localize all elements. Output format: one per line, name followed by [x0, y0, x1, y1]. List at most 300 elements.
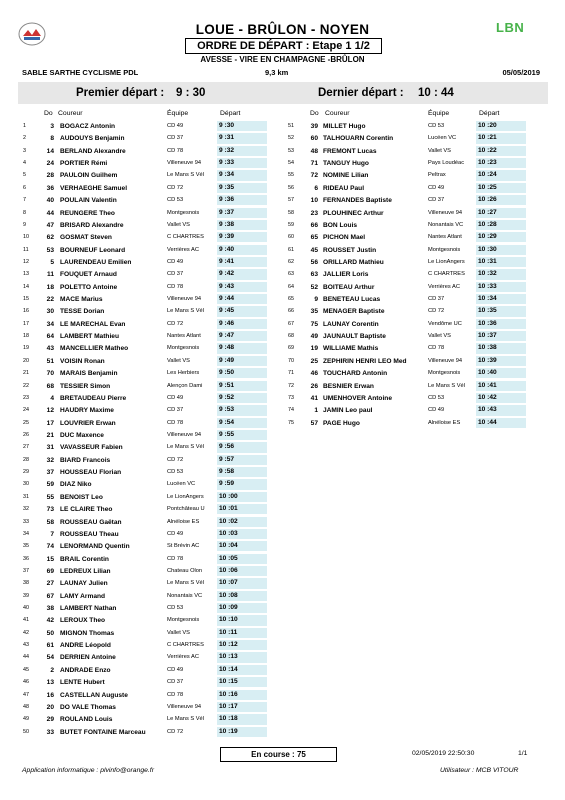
row-team: Le Mans S Vél: [167, 716, 204, 723]
row-start-time: 10 :24: [476, 170, 526, 180]
table-row: [283, 393, 548, 404]
row-start-time: 10 :07: [217, 578, 267, 588]
row-team: CD 49: [167, 394, 184, 401]
row-start-time: 10 :38: [476, 343, 526, 353]
row-start-time: 10 :03: [217, 529, 267, 539]
table-row: [283, 294, 548, 305]
row-bib: 9: [314, 296, 318, 304]
row-start-time: 9 :54: [217, 418, 267, 428]
table-row: [18, 245, 273, 256]
row-start-time: 10 :14: [217, 665, 267, 675]
row-rider: POULAIN Valentin: [60, 197, 117, 205]
row-team: CD 53: [428, 123, 445, 129]
table-row: [18, 195, 273, 206]
row-start-time: 10 :20: [476, 121, 526, 131]
row-team: CD 72: [167, 728, 184, 735]
col-team: Équipe: [167, 110, 189, 117]
col-start: Départ: [479, 110, 500, 117]
row-rider: FOUQUET Arnaud: [60, 271, 117, 279]
row-team: CD 72: [428, 308, 445, 315]
row-team: Montgesnois: [167, 345, 200, 352]
row-bib: 23: [310, 209, 318, 217]
row-start-time: 10 :28: [476, 220, 526, 230]
table-row: [283, 319, 548, 330]
table-row: [18, 183, 273, 194]
row-bib: 12: [46, 407, 54, 415]
row-start-time: 10 :02: [217, 517, 267, 527]
row-rider: MIGNON Thomas: [60, 629, 115, 637]
row-team: Villeneuve 94: [428, 357, 463, 364]
row-position: 43: [23, 642, 29, 649]
row-bib: 67: [46, 592, 54, 600]
row-start-time: 10 :05: [217, 554, 267, 564]
table-row: [283, 170, 548, 181]
row-team: Alnéloise ES: [428, 419, 461, 426]
table-row: [18, 121, 273, 132]
row-position: 5: [23, 172, 26, 179]
row-rider: ROULAND Louis: [60, 716, 113, 724]
row-position: 15: [23, 296, 29, 303]
row-position: 23: [23, 394, 29, 401]
row-rider: PLOUHINEC Arthur: [323, 209, 384, 217]
row-team: Villeneuve 94: [167, 703, 202, 710]
row-rider: BON Louis: [323, 221, 358, 229]
row-position: 65: [288, 296, 294, 303]
row-position: 2: [23, 135, 26, 142]
row-team: Vallet VS: [167, 221, 190, 228]
table-row: [283, 306, 548, 317]
row-rider: TANGUY Hugo: [323, 160, 369, 168]
row-start-time: 10 :43: [476, 405, 526, 415]
row-start-time: 10 :01: [217, 504, 267, 514]
table-row: [18, 133, 273, 144]
table-row: [18, 282, 273, 293]
row-position: 72: [288, 382, 294, 389]
row-team: Vallet VS: [167, 357, 190, 364]
row-rider: ANDRE Léopold: [60, 642, 111, 650]
row-start-time: 9 :31: [217, 133, 267, 143]
table-row: [283, 208, 548, 219]
row-rider: BRETAUDEAU Pierre: [60, 394, 127, 402]
row-rider: BENOIST Leo: [60, 493, 103, 501]
row-rider: DO VALE Thomas: [60, 703, 116, 711]
table-row: [18, 158, 273, 169]
row-start-time: 9 :51: [217, 381, 267, 391]
row-start-time: 9 :55: [217, 430, 267, 440]
page-number: 1/1: [518, 750, 528, 757]
row-team: Villeneuve 94: [167, 432, 202, 438]
table-row: [18, 368, 273, 379]
row-rider: CASTELLAN Auguste: [60, 691, 128, 699]
row-team: CD 49: [428, 407, 445, 414]
row-start-time: 9 :46: [217, 319, 267, 329]
row-position: 36: [23, 555, 29, 562]
row-bib: 27: [46, 580, 54, 588]
row-start-time: 10 :06: [217, 566, 267, 576]
row-bib: 73: [46, 506, 54, 514]
row-start-time: 9 :39: [217, 232, 267, 242]
row-rider: TESSIER Simon: [60, 382, 111, 390]
row-rider: BESNIER Erwan: [323, 382, 374, 390]
row-team: Vallet VS: [428, 147, 451, 154]
table-row: [18, 714, 273, 725]
row-position: 61: [288, 246, 294, 253]
row-start-time: 10 :33: [476, 282, 526, 292]
row-rider: DERRIEN Antoine: [60, 654, 116, 662]
row-rider: POLETTO Antoine: [60, 283, 118, 291]
start-times-band: [18, 82, 548, 104]
row-bib: 59: [46, 481, 54, 489]
table-row: [283, 356, 548, 367]
row-rider: ROUSSET Justin: [323, 246, 377, 254]
table-row: [283, 257, 548, 268]
row-rider: PICHON Mael: [323, 234, 366, 242]
row-position: 21: [23, 370, 29, 377]
route-label: AVESSE - VIRE EN CHAMPAGNE -BRÛLON: [200, 55, 365, 64]
row-team: Alençon Dami: [167, 382, 203, 389]
row-position: 58: [288, 209, 294, 216]
row-position: 24: [23, 407, 29, 414]
row-position: 63: [288, 271, 294, 278]
row-start-time: 9 :58: [217, 467, 267, 477]
row-bib: 56: [310, 258, 318, 266]
row-position: 32: [23, 506, 29, 513]
row-bib: 31: [46, 444, 54, 452]
table-row: [18, 208, 273, 219]
table-row: [283, 220, 548, 231]
row-rider: ORILLARD Mathieu: [323, 258, 384, 266]
table-row: [283, 158, 548, 169]
row-bib: 68: [46, 382, 54, 390]
row-start-time: 10 :12: [217, 640, 267, 650]
row-rider: MACE Marius: [60, 296, 103, 304]
row-start-time: 10 :35: [476, 306, 526, 316]
row-team: CD 37: [167, 135, 184, 142]
row-start-time: 10 :13: [217, 652, 267, 662]
row-bib: 63: [310, 271, 318, 279]
row-bib: 64: [46, 333, 54, 341]
row-position: 13: [23, 271, 29, 278]
row-team: Montgesnois: [167, 209, 200, 216]
row-position: 18: [23, 333, 29, 340]
row-team: Montgesnois: [428, 370, 461, 377]
row-position: 55: [288, 172, 294, 179]
row-rider: NOMINE Lilian: [323, 172, 369, 180]
row-team: CD 72: [167, 456, 184, 463]
row-position: 70: [288, 357, 294, 364]
row-bib: 18: [46, 283, 54, 291]
row-start-time: 10 :37: [476, 331, 526, 341]
row-start-time: 10 :39: [476, 356, 526, 366]
row-rider: LAMBERT Nathan: [60, 605, 117, 613]
row-rider: ROUSSEAU Theau: [60, 530, 119, 538]
row-position: 35: [23, 543, 29, 550]
col-do: Do: [44, 110, 53, 117]
table-row: [18, 356, 273, 367]
row-position: 25: [23, 419, 29, 426]
row-bib: 43: [46, 345, 54, 353]
row-bib: 21: [46, 432, 54, 439]
print-timestamp: 02/05/2019 22:50:30: [412, 750, 475, 757]
table-row: [18, 640, 273, 651]
table-row: [18, 504, 273, 515]
row-start-time: 10 :29: [476, 232, 526, 242]
table-row: [18, 331, 273, 342]
row-position: 73: [288, 394, 294, 401]
row-position: 12: [23, 258, 29, 265]
row-position: 59: [288, 221, 294, 228]
row-rider: BUTET FONTAINE Marceau: [60, 728, 146, 736]
row-rider: RIDEAU Paul: [323, 184, 365, 192]
row-bib: 29: [46, 716, 54, 724]
table-row: [18, 442, 273, 453]
col-team: Équipe: [428, 110, 450, 117]
row-rider: MANCELLIER Matheo: [60, 345, 129, 353]
row-start-time: 9 :52: [217, 393, 267, 403]
table-row: [283, 418, 548, 429]
row-start-time: 10 :41: [476, 381, 526, 391]
row-position: 8: [23, 209, 26, 216]
row-team: Montgesnois: [428, 246, 461, 253]
row-team: CD 49: [167, 123, 184, 129]
row-rider: BIARD Francois: [60, 456, 111, 464]
row-rider: HAUDRY Maxime: [60, 407, 114, 415]
row-rider: PAULOIN Guilhem: [60, 172, 118, 180]
row-bib: 4: [50, 394, 54, 402]
row-team: CD 37: [167, 679, 184, 686]
row-start-time: 10 :22: [476, 146, 526, 156]
row-position: 44: [23, 654, 29, 661]
table-row: [18, 727, 273, 738]
row-rider: ANDRADE Enzo: [60, 666, 111, 674]
row-position: 30: [23, 481, 29, 488]
row-position: 4: [23, 160, 26, 167]
row-rider: BOURNEUF Leonard: [60, 246, 126, 254]
row-position: 60: [288, 234, 294, 241]
row-bib: 52: [310, 283, 318, 291]
row-start-time: 9 :40: [217, 245, 267, 255]
row-position: 50: [23, 728, 29, 735]
row-bib: 37: [46, 469, 54, 477]
row-position: 46: [23, 679, 29, 686]
row-bib: 36: [46, 184, 54, 192]
row-bib: 3: [50, 123, 54, 130]
row-position: 37: [23, 567, 29, 574]
row-bib: 53: [46, 246, 54, 254]
row-start-time: 9 :47: [217, 331, 267, 341]
row-bib: 14: [46, 147, 54, 155]
race-title: LOUE - BRÛLON - NOYEN: [195, 22, 370, 37]
row-rider: HOUSSEAU Florian: [60, 469, 122, 477]
row-bib: 49: [310, 333, 318, 341]
row-rider: AUDOUYS Benjamin: [60, 135, 125, 143]
table-row: [18, 615, 273, 626]
row-team: Chateau Olon: [167, 567, 203, 574]
row-position: 41: [23, 617, 29, 624]
last-start-label: Dernier départ :: [318, 87, 404, 99]
row-team: CD 72: [167, 320, 184, 327]
row-team: Alnéloise ES: [167, 518, 200, 525]
row-start-time: 9 :45: [217, 306, 267, 316]
first-start-label: Premier départ :: [76, 87, 165, 99]
row-position: 42: [23, 629, 29, 636]
row-position: 34: [23, 530, 29, 537]
row-team: CD 78: [167, 147, 184, 154]
row-rider: UMENHOVER Antoine: [323, 394, 392, 402]
row-rider: BERLAND Alexandre: [60, 147, 126, 155]
row-bib: 25: [310, 357, 318, 365]
row-position: 17: [23, 320, 29, 327]
row-team: Montgesnois: [167, 617, 200, 624]
row-start-time: 10 :09: [217, 603, 267, 613]
row-position: 39: [23, 592, 29, 599]
row-team: CD 53: [167, 469, 184, 476]
row-rider: TESSE Dorian: [60, 308, 105, 316]
row-start-time: 9 :32: [217, 146, 267, 156]
row-bib: 71: [310, 160, 318, 168]
row-bib: 10: [310, 197, 318, 205]
row-bib: 70: [46, 370, 54, 378]
row-bib: 32: [46, 456, 54, 464]
row-start-time: 10 :36: [476, 319, 526, 329]
row-bib: 41: [310, 394, 318, 402]
row-rider: BOGACZ Antonin: [60, 123, 116, 130]
row-position: 53: [288, 147, 294, 154]
row-bib: 44: [46, 209, 54, 217]
row-bib: 33: [46, 728, 54, 736]
table-row: [18, 455, 273, 466]
row-start-time: 9 :56: [217, 442, 267, 452]
table-row: [18, 529, 273, 540]
row-start-time: 10 :04: [217, 541, 267, 551]
row-rider: BRAIL Corentin: [60, 555, 109, 563]
table-row: [18, 517, 273, 528]
row-rider: BRISARD Alexandre: [60, 221, 124, 229]
row-rider: MENAGER Baptiste: [323, 308, 385, 316]
table-row: [18, 665, 273, 676]
row-bib: 58: [46, 518, 54, 526]
row-position: 10: [23, 234, 29, 241]
row-team: CD 49: [167, 666, 184, 673]
row-position: 31: [23, 493, 29, 500]
table-row: [283, 146, 548, 157]
row-start-time: 9 :48: [217, 343, 267, 353]
table-row: [283, 331, 548, 342]
lbn-logo: LBN: [496, 20, 525, 35]
distance-label: 9,3 km: [265, 68, 289, 77]
row-rider: VOISIN Ronan: [60, 357, 105, 365]
row-rider: GOSMAT Steven: [60, 234, 112, 242]
row-start-time: 9 :42: [217, 269, 267, 279]
row-position: 71: [288, 370, 294, 377]
row-bib: 39: [310, 123, 318, 130]
row-team: CD 37: [167, 271, 184, 278]
row-team: Vallet VS: [167, 629, 190, 636]
row-rider: JAUNAULT Baptiste: [323, 333, 386, 341]
row-start-time: 9 :36: [217, 195, 267, 205]
row-bib: 35: [310, 308, 318, 316]
row-start-time: 10 :26: [476, 195, 526, 205]
table-row: [18, 628, 273, 639]
riders-in-race: En course : 75: [220, 747, 337, 762]
row-team: Le Mans S Vél: [167, 172, 204, 179]
table-row: [283, 282, 548, 293]
table-row: [283, 245, 548, 256]
table-row: [18, 566, 273, 577]
table-row: [18, 702, 273, 713]
row-position: 3: [23, 147, 26, 154]
race-date: 05/05/2019: [502, 68, 540, 77]
row-start-time: 10 :32: [476, 269, 526, 279]
row-bib: 34: [46, 320, 54, 328]
row-position: 48: [23, 703, 29, 710]
table-row: [18, 232, 273, 243]
row-bib: 48: [310, 147, 318, 155]
row-team: CD 49: [428, 184, 445, 191]
row-team: CD 78: [167, 283, 184, 290]
row-bib: 75: [310, 320, 318, 328]
row-bib: 11: [47, 271, 54, 279]
row-bib: 22: [46, 296, 54, 304]
row-bib: 1: [314, 407, 318, 415]
row-team: CD 78: [167, 691, 184, 698]
row-bib: 5: [50, 258, 54, 266]
last-start-time: 10 : 44: [418, 87, 454, 99]
row-team: CD 53: [167, 197, 184, 204]
row-start-time: 10 :30: [476, 245, 526, 255]
table-row: [18, 677, 273, 688]
row-bib: 57: [310, 419, 318, 427]
row-bib: 15: [46, 555, 54, 563]
col-start: Départ: [220, 110, 241, 117]
row-bib: 66: [310, 221, 318, 229]
row-team: Nonantais VC: [428, 221, 464, 228]
row-team: CD 49: [167, 258, 184, 265]
right-column-header: [283, 109, 548, 119]
row-position: 45: [23, 666, 29, 673]
row-rider: LAURENDEAU Emilien: [60, 258, 132, 266]
row-team: Verrières AC: [167, 654, 199, 661]
table-row: [18, 393, 273, 404]
row-start-time: 10 :10: [217, 615, 267, 625]
row-start-time: 9 :49: [217, 356, 267, 366]
row-team: CD 78: [167, 555, 184, 562]
row-position: 75: [288, 419, 294, 426]
row-start-time: 9 :57: [217, 455, 267, 465]
row-team: Nonantais VC: [167, 592, 203, 599]
row-position: 27: [23, 444, 29, 451]
row-start-time: 9 :34: [217, 170, 267, 180]
table-row: [18, 269, 273, 280]
row-position: 64: [288, 283, 294, 290]
table-row: [18, 578, 273, 589]
row-bib: 60: [310, 135, 318, 143]
table-row: [18, 492, 273, 503]
row-team: Villeneuve 94: [428, 209, 463, 216]
row-bib: 2: [50, 666, 54, 674]
row-bib: 8: [50, 135, 54, 143]
table-row: [18, 541, 273, 552]
row-team: Nantes Atlant: [167, 333, 201, 340]
row-position: 74: [288, 407, 294, 414]
row-bib: 72: [310, 172, 318, 180]
row-rider: LOUVRIER Erwan: [60, 419, 116, 427]
row-team: CD 49: [167, 530, 184, 537]
row-rider: DIAZ Niko: [60, 481, 92, 489]
row-start-time: 9 :37: [217, 208, 267, 218]
left-column-header: [18, 109, 273, 119]
row-position: 16: [23, 308, 29, 315]
